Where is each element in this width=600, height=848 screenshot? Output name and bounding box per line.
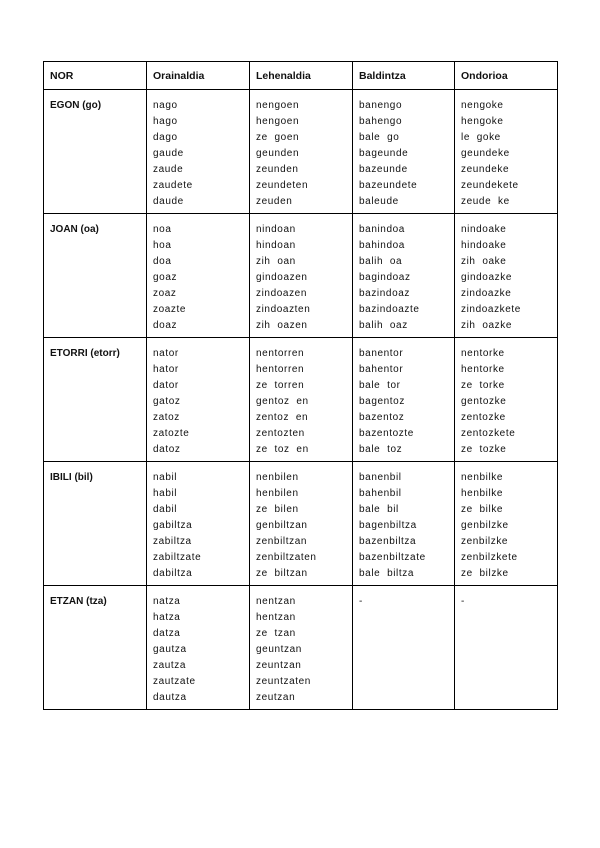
verb-form: zeutzan — [256, 692, 296, 703]
verb-form: zindoazen — [256, 288, 307, 299]
verb-form: dator — [153, 380, 179, 391]
verb-form: zeundeke — [461, 164, 510, 175]
cell-ondorioa — [455, 90, 558, 214]
verb-form: bagindoaz — [359, 272, 411, 283]
verb-form: zenbiltzaten — [256, 552, 317, 563]
verb-form: hentzan — [256, 612, 296, 623]
verb-form: banindoa — [359, 224, 405, 235]
verb-form: ze torren — [256, 380, 305, 391]
verb-form: ze bilen — [256, 504, 299, 515]
verb-form: geuntzan — [256, 644, 302, 655]
verb-form: bahentor — [359, 364, 404, 375]
verb-form: geundeke — [461, 148, 510, 159]
cell-orainaldia — [147, 90, 250, 214]
verb-form: zautza — [153, 660, 187, 671]
verb-form: - — [461, 596, 465, 607]
verb-form: hator — [153, 364, 179, 375]
verb-form: ze biltzan — [256, 568, 308, 579]
table-row — [44, 462, 558, 586]
header-orainaldia: Orainaldia — [147, 62, 250, 90]
verb-form: natza — [153, 596, 181, 607]
verb-form: hago — [153, 116, 178, 127]
verb-form: gindoazen — [256, 272, 308, 283]
verb-form: geunden — [256, 148, 300, 159]
verb-form: ze tozke — [461, 444, 507, 455]
verb-form: bazentozte — [359, 428, 414, 439]
cell-baldintza — [353, 214, 455, 338]
verb-form: bale toz — [359, 444, 403, 455]
verb-form: zaudete — [153, 180, 193, 191]
verb-form: hengoen — [256, 116, 300, 127]
verb-form: zindoazten — [256, 304, 311, 315]
verb-form: datoz — [153, 444, 181, 455]
verb-form: nindoan — [256, 224, 296, 235]
cell-baldintza — [353, 586, 455, 710]
verb-form: zentozten — [256, 428, 305, 439]
verb-form: gentoz en — [256, 396, 309, 407]
verb-form: zih oake — [461, 256, 507, 267]
header-lehenaldia: Lehenaldia — [250, 62, 353, 90]
verb-form: ze tzan — [256, 628, 296, 639]
verb-form: zeuntzan — [256, 660, 302, 671]
verb-form: gindoazke — [461, 272, 512, 283]
conjugation-table — [43, 61, 558, 710]
verb-label: ETZAN (tza) — [44, 586, 147, 710]
verb-form: noa — [153, 224, 172, 235]
verb-label: ETORRI (etorr) — [44, 338, 147, 462]
verb-form: zaude — [153, 164, 184, 175]
verb-form: ze goen — [256, 132, 300, 143]
verb-form: bale bil — [359, 504, 399, 515]
verb-form: nentzan — [256, 596, 296, 607]
cell-orainaldia — [147, 586, 250, 710]
verb-form: zabiltza — [153, 536, 192, 547]
verb-form: nator — [153, 348, 179, 359]
verb-form: nengoen — [256, 100, 300, 111]
verb-form: doaz — [153, 320, 178, 331]
verb-form: dago — [153, 132, 178, 143]
verb-form: bazeunde — [359, 164, 408, 175]
verb-form: zatoz — [153, 412, 180, 423]
verb-form: bale go — [359, 132, 400, 143]
verb-form: ze torke — [461, 380, 505, 391]
verb-form: habil — [153, 488, 178, 499]
verb-form: gaude — [153, 148, 184, 159]
cell-baldintza — [353, 338, 455, 462]
verb-form: ze bilke — [461, 504, 504, 515]
verb-form: bazeundete — [359, 180, 418, 191]
verb-form: zenbilzke — [461, 536, 509, 547]
verb-form: dautza — [153, 692, 187, 703]
verb-form: zautzate — [153, 676, 196, 687]
verb-form: zeuden — [256, 196, 293, 207]
verb-form: dabil — [153, 504, 178, 515]
verb-form: bahengo — [359, 116, 403, 127]
verb-form: hentorke — [461, 364, 505, 375]
verb-form: bazindoazte — [359, 304, 420, 315]
cell-orainaldia — [147, 338, 250, 462]
verb-label: EGON (go) — [44, 90, 147, 214]
verb-form: gabiltza — [153, 520, 193, 531]
verb-form: henbilen — [256, 488, 299, 499]
verb-form: zeundeten — [256, 180, 309, 191]
verb-form: hindoake — [461, 240, 507, 251]
verb-form: zindoazkete — [461, 304, 521, 315]
verb-form: le goke — [461, 132, 501, 143]
verb-form: bagentoz — [359, 396, 405, 407]
table-row — [44, 338, 558, 462]
header-row — [44, 62, 558, 90]
cell-baldintza — [353, 462, 455, 586]
verb-form: nentorren — [256, 348, 305, 359]
cell-lehenaldia — [250, 462, 353, 586]
cell-lehenaldia — [250, 586, 353, 710]
verb-form: zeude ke — [461, 196, 510, 207]
verb-form: goaz — [153, 272, 178, 283]
verb-form: nenbilke — [461, 472, 504, 483]
header-ondorioa: Ondorioa — [455, 62, 558, 90]
verb-form: doa — [153, 256, 172, 267]
cell-ondorioa — [455, 586, 558, 710]
verb-form: nago — [153, 100, 178, 111]
cell-orainaldia — [147, 214, 250, 338]
verb-form: zentozke — [461, 412, 506, 423]
verb-form: baleude — [359, 196, 399, 207]
verb-form: gatoz — [153, 396, 181, 407]
verb-form: banentor — [359, 348, 404, 359]
verb-form: zih oan — [256, 256, 296, 267]
verb-form: bale tor — [359, 380, 401, 391]
verb-form: nentorke — [461, 348, 505, 359]
verb-form: bageunde — [359, 148, 409, 159]
verb-form: balih oaz — [359, 320, 408, 331]
verb-form: zeunden — [256, 164, 299, 175]
verb-form: hatza — [153, 612, 181, 623]
cell-ondorioa — [455, 338, 558, 462]
verb-form: zih oazke — [461, 320, 513, 331]
verb-form: zindoazke — [461, 288, 512, 299]
header-baldintza: Baldintza — [353, 62, 455, 90]
verb-form: zenbiltzan — [256, 536, 308, 547]
verb-form: bazenbiltzate — [359, 552, 426, 563]
verb-form: gentozke — [461, 396, 507, 407]
table-row — [44, 214, 558, 338]
verb-form: banenbil — [359, 472, 402, 483]
verb-form: henbilke — [461, 488, 504, 499]
cell-ondorioa — [455, 462, 558, 586]
verb-label: JOAN (oa) — [44, 214, 147, 338]
verb-form: zih oazen — [256, 320, 308, 331]
verb-form: zoaz — [153, 288, 177, 299]
verb-form: bahenbil — [359, 488, 402, 499]
verb-form: gautza — [153, 644, 187, 655]
verb-form: bazentoz — [359, 412, 405, 423]
table-row — [44, 90, 558, 214]
verb-form: hengoke — [461, 116, 504, 127]
verb-form: zentoz en — [256, 412, 309, 423]
verb-form: bale biltza — [359, 568, 415, 579]
verb-form: zentozkete — [461, 428, 516, 439]
verb-form: nabil — [153, 472, 178, 483]
verb-form: bazenbiltza — [359, 536, 417, 547]
cell-lehenaldia — [250, 214, 353, 338]
verb-form: hentorren — [256, 364, 305, 375]
verb-label: IBILI (bil) — [44, 462, 147, 586]
cell-lehenaldia — [250, 338, 353, 462]
verb-form: daude — [153, 196, 184, 207]
cell-lehenaldia — [250, 90, 353, 214]
verb-form: zenbilzkete — [461, 552, 518, 563]
verb-form: ze bilzke — [461, 568, 509, 579]
verb-form: nindoake — [461, 224, 507, 235]
verb-form: - — [359, 596, 363, 607]
verb-form: bagenbiltza — [359, 520, 417, 531]
verb-form: balih oa — [359, 256, 403, 267]
verb-form: nenbilen — [256, 472, 299, 483]
verb-form: zeundekete — [461, 180, 519, 191]
verb-form: genbilzke — [461, 520, 509, 531]
verb-form: zoazte — [153, 304, 187, 315]
cell-orainaldia — [147, 462, 250, 586]
verb-form: nengoke — [461, 100, 504, 111]
verb-form: zeuntzaten — [256, 676, 311, 687]
verb-form: bahindoa — [359, 240, 405, 251]
verb-form: banengo — [359, 100, 403, 111]
table-row — [44, 586, 558, 710]
cell-ondorioa — [455, 214, 558, 338]
cell-baldintza — [353, 90, 455, 214]
verb-form: datza — [153, 628, 181, 639]
header-nor: NOR — [44, 62, 147, 90]
verb-form: zatozte — [153, 428, 190, 439]
verb-form: ze toz en — [256, 444, 309, 455]
verb-form: genbiltzan — [256, 520, 308, 531]
verb-form: hindoan — [256, 240, 296, 251]
verb-form: bazindoaz — [359, 288, 410, 299]
verb-form: zabiltzate — [153, 552, 202, 563]
verb-form: hoa — [153, 240, 172, 251]
verb-form: dabiltza — [153, 568, 193, 579]
